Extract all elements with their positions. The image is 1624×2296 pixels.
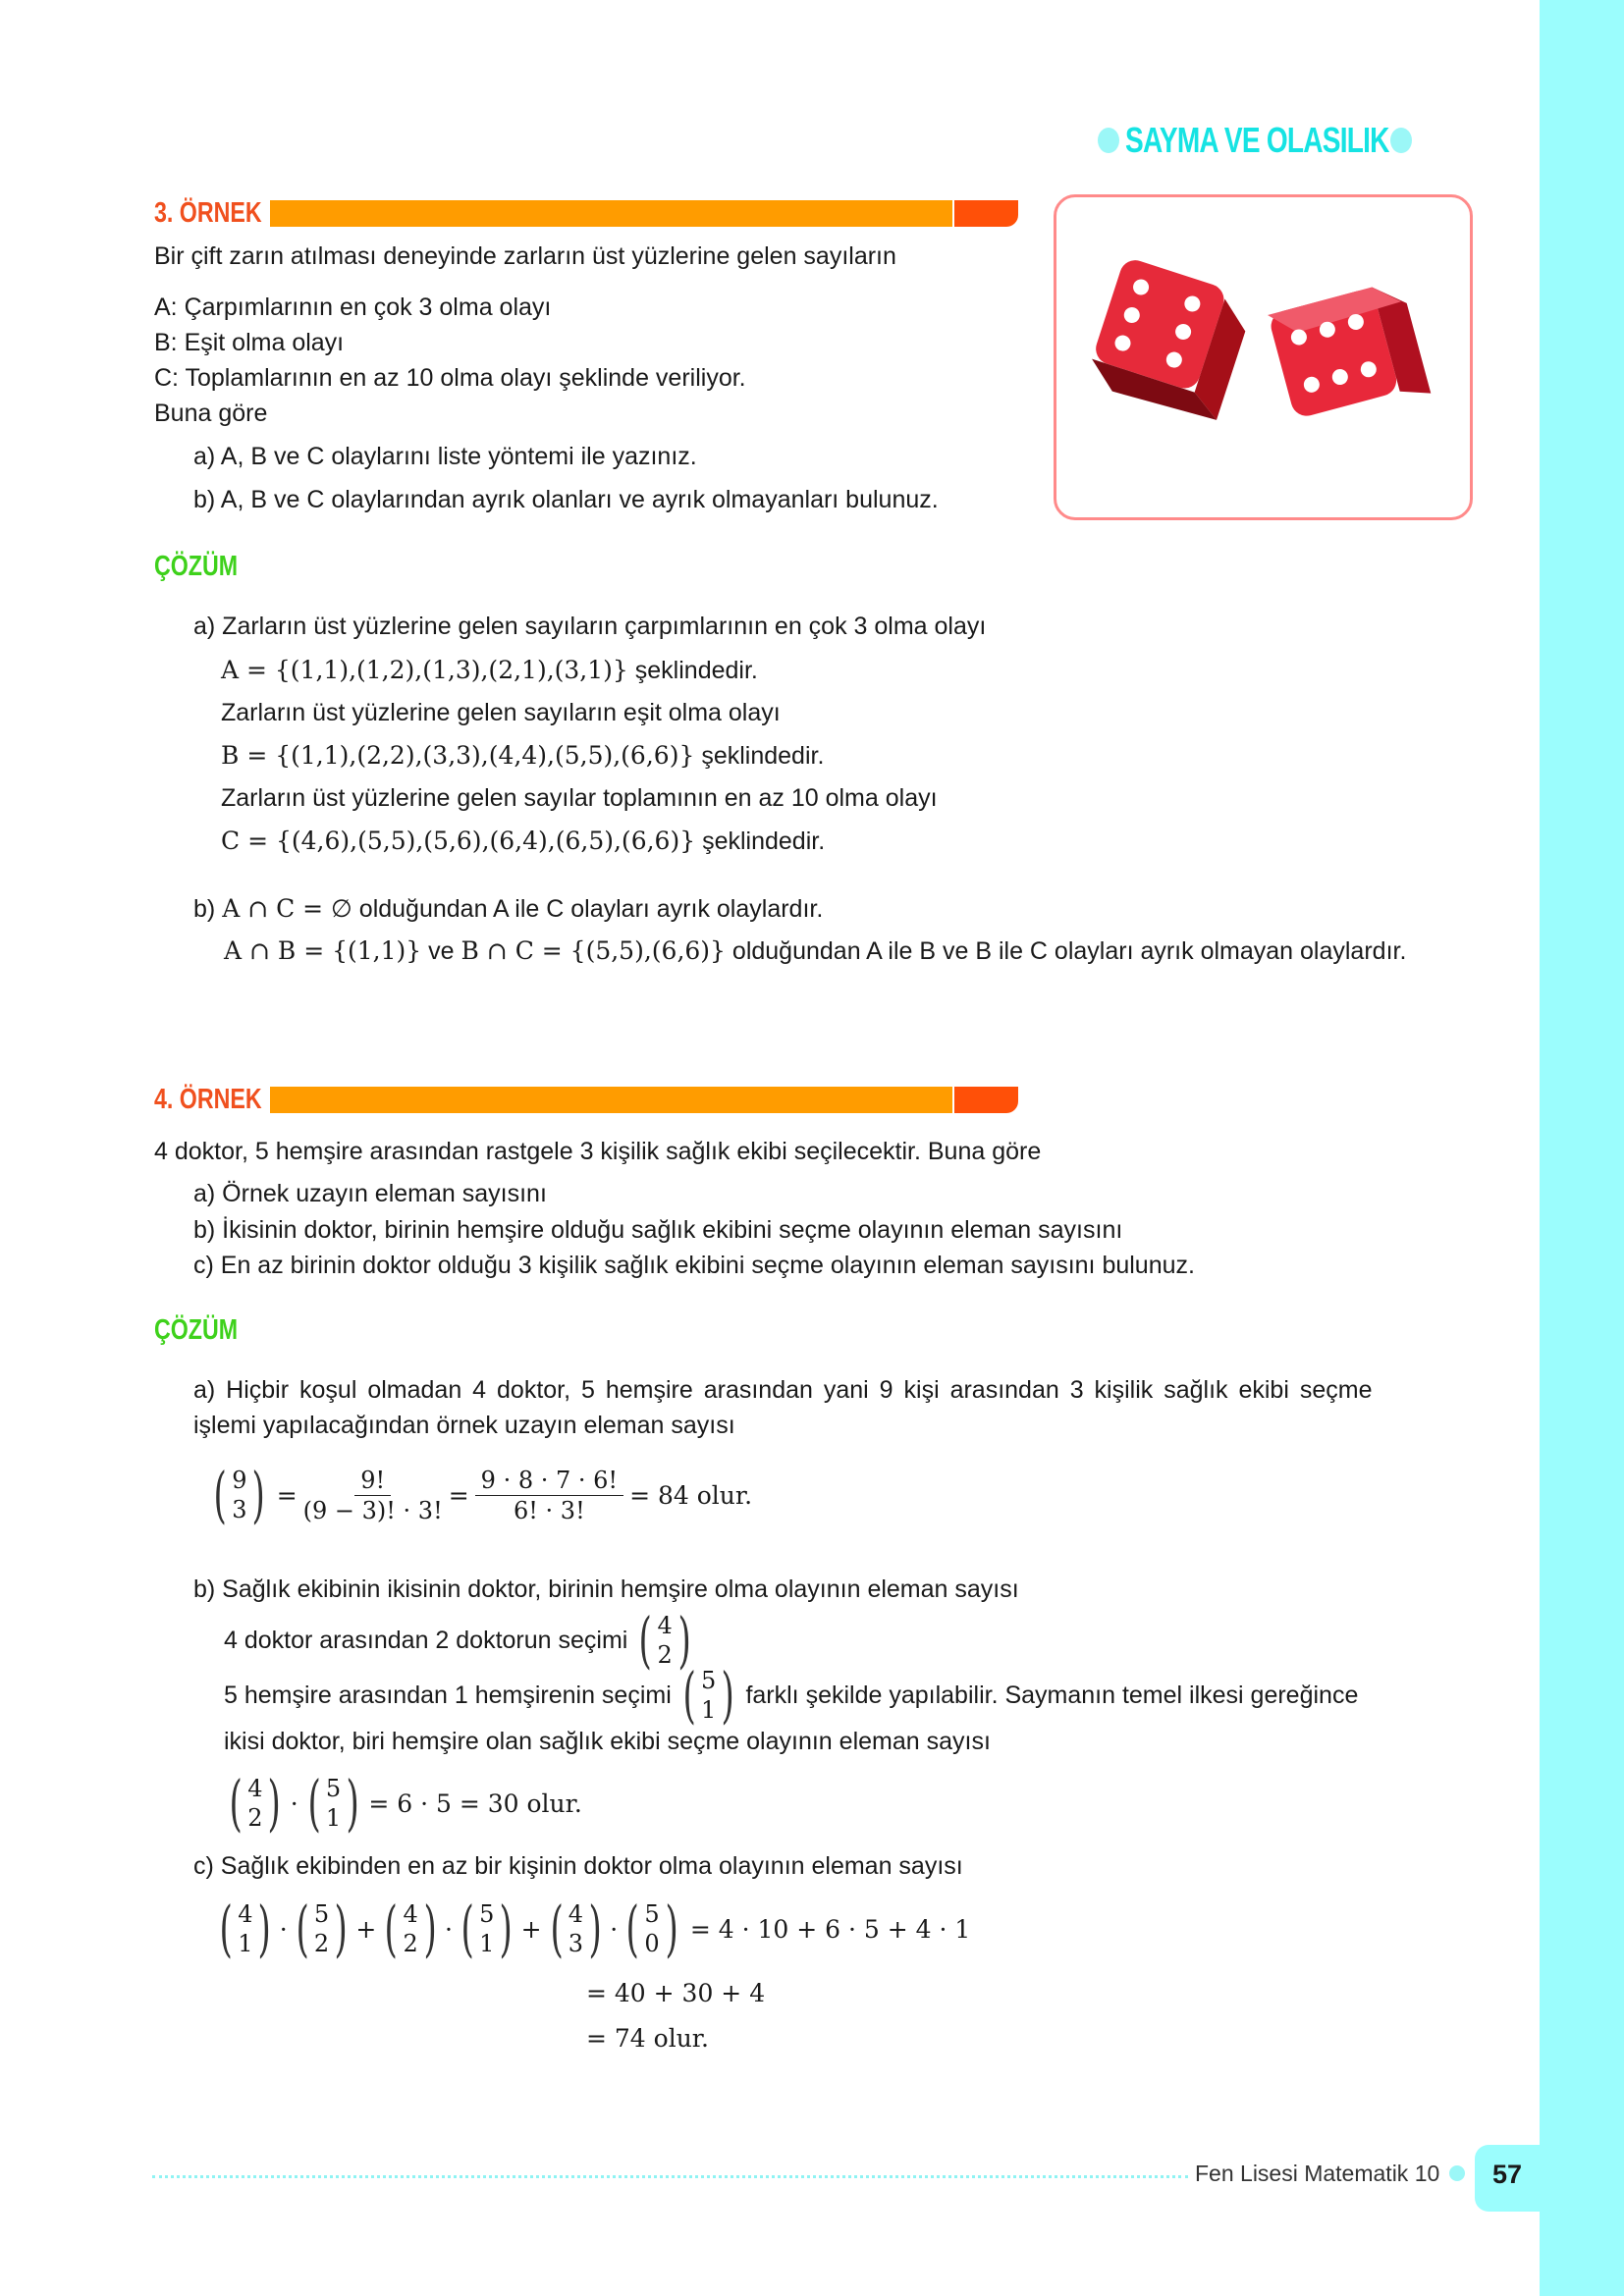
solution-b-intro: Zarların üst yüzlerine gelen sayıların eşit olma olayı <box>221 699 781 726</box>
event-b: B: Eşit olma olayı <box>154 329 345 356</box>
text: olduğundan A ile C olayları ayrık olaylardır. <box>352 895 824 923</box>
bullet-icon <box>1098 128 1119 153</box>
section-title: SAYMA VE OLASILIK <box>1125 120 1389 160</box>
item-prefix: b) <box>193 895 223 923</box>
set-c-math: C = {(4,6),(5,5),(5,6),(6,4),(6,5),(6,6)} <box>221 827 696 855</box>
solution-a-formula <box>208 1459 753 1530</box>
text: ve <box>421 937 461 965</box>
binomial: ( 4 1 ) <box>219 1893 272 1964</box>
footer-divider <box>152 2175 1188 2178</box>
solution-a-line1: a) Hiçbir koşul olmadan 4 doktor, 5 hemşire arasından yani 9 kişi arasından 3 kişilik sağlık ekibi seçme <box>193 1376 1373 1404</box>
result: = 4 · 10 + 6 · 5 + 4 · 1 <box>689 1914 971 1944</box>
binomial: ( 5 1 ) <box>460 1893 514 1964</box>
side-strip <box>1540 0 1624 2296</box>
example-4-header <box>154 1083 270 1115</box>
equals: = <box>448 1480 469 1510</box>
result: = 84 olur. <box>629 1480 753 1510</box>
fraction: $\frac{9!}{(9 - 3)! \cdot 3!}$ <box>302 1466 443 1524</box>
solution-b-intro: b) Sağlık ekibinin ikisinin doktor, birinin hemşire olma olayının eleman sayısı <box>193 1575 1019 1603</box>
set-c <box>221 827 825 856</box>
dice-icon <box>1056 197 1470 517</box>
question-a: a) Örnek uzayın eleman sayısını <box>193 1180 547 1207</box>
dot: · <box>610 1914 619 1944</box>
binomial: ( 5 1 ) <box>307 1767 359 1839</box>
solution-b-line: ikisi doktor, biri hemşire olan sağlık ekibi seçme olayının eleman sayısı <box>224 1728 991 1755</box>
solution-c-formula <box>214 1893 971 1964</box>
section-header <box>1098 120 1412 161</box>
set-b-math: B = {(1,1),(2,2),(3,3),(4,4),(5,5),(6,6)} <box>221 741 695 770</box>
header-bar-accent <box>954 1087 1018 1113</box>
question-b: b) A, B ve C olaylarından ayrık olanları ve ayrık olmayanları bulunuz. <box>193 486 939 513</box>
text: farklı şekilde yapılabilir. Saymanın temel ilkesi gereğince <box>745 1681 1359 1709</box>
dot: · <box>444 1914 453 1944</box>
text: 4 doktor arasından 2 doktorun seçimi <box>224 1626 628 1654</box>
bullet-icon <box>1449 2165 1465 2181</box>
header-bar <box>270 1087 952 1113</box>
set-b <box>221 741 824 771</box>
plus: + <box>520 1914 542 1944</box>
binomial: ( 4 2 ) <box>384 1893 437 1964</box>
example-intro: Bir çift zarın atılması deneyinde zarların üst yüzlerine gelen sayıların <box>154 242 896 270</box>
plus: + <box>355 1914 377 1944</box>
set-a-math: A = {(1,1),(1,2),(1,3),(2,1),(3,1)} <box>221 656 628 684</box>
binomial: ( 4 2 ) <box>229 1767 282 1839</box>
solution-b-formula: ( 4 2 ) · ( 5 1 ) = 6 · 5 = 30 olur. <box>224 1773 582 1834</box>
suffix: şeklindedir. <box>634 657 758 684</box>
example-label: 3. ÖRNEK <box>154 196 262 229</box>
header-bar-accent <box>954 200 1018 227</box>
text: 5 hemşire arasından 1 hemşirenin seçimi <box>224 1681 672 1709</box>
binomial: ( 5 1 ) <box>682 1659 735 1731</box>
page-number: 57 <box>1492 2160 1523 2189</box>
solution-b-line1 <box>193 894 823 924</box>
event-a: A: Çarpımlarının en çok 3 olma olayı <box>154 294 552 321</box>
example-3-header <box>154 196 270 229</box>
header-bar <box>270 200 952 227</box>
solution-c-step3: = 74 olur. <box>586 2024 709 2053</box>
binomial: ( 5 2 ) <box>296 1893 348 1964</box>
binomial: ( 9 3 ) <box>213 1459 266 1530</box>
equals: = <box>276 1480 298 1510</box>
example-label: 4. ÖRNEK <box>154 1083 262 1115</box>
intersection-ab: A ∩ B = {(1,1)} <box>224 936 422 965</box>
result: = 6 · 5 = 30 olur. <box>368 1789 582 1818</box>
intersection-ac: A ∩ C = ∅ <box>222 894 352 923</box>
intersection-bc: B ∩ C = {(5,5),(6,6)} <box>460 936 726 965</box>
text: olduğundan A ile B ve B ile C olayları ayrık olmayan olaylardır. <box>725 937 1407 965</box>
suffix: şeklindedir. <box>702 828 826 855</box>
lead-text: Buna göre <box>154 400 268 427</box>
question-a: a) A, B ve C olaylarını liste yöntemi ile yazınız. <box>193 443 697 470</box>
solution-c-intro: c) Sağlık ekibinden en az bir kişinin doktor olma olayının eleman sayısı <box>193 1852 963 1880</box>
solution-b-line2 <box>224 936 1406 966</box>
binomial: ( 4 3 ) <box>550 1893 602 1964</box>
binomial: ( 4 2 ) <box>638 1604 691 1676</box>
binomial: ( 5 0 ) <box>625 1893 678 1964</box>
event-c: C: Toplamlarının en az 10 olma olayı şeklinde veriliyor. <box>154 364 746 392</box>
dot: · <box>279 1914 288 1944</box>
suffix: şeklindedir. <box>701 742 825 770</box>
bullet-icon <box>1390 128 1412 153</box>
example-intro: 4 doktor, 5 hemşire arasından rastgele 3 kişilik sağlık ekibi seçilecektir. Buna göre <box>154 1138 1042 1165</box>
solution-a-intro: a) Zarların üst yüzlerine gelen sayıların çarpımlarının en çok 3 olma olayı <box>193 613 987 640</box>
question-b: b) İkisinin doktor, birinin hemşire olduğu sağlık ekibini seçme olayının eleman sayısını <box>193 1216 1123 1244</box>
nurse-selection <box>224 1659 1359 1731</box>
set-a <box>221 656 758 685</box>
solution-label: ÇÖZÜM <box>154 1314 239 1346</box>
solution-c-intro: Zarların üst yüzlerine gelen sayılar toplamının en az 10 olma olayı <box>221 784 938 812</box>
solution-label: ÇÖZÜM <box>154 551 239 582</box>
doctor-selection <box>224 1604 696 1676</box>
book-title: Fen Lisesi Matematik 10 <box>1195 2161 1440 2186</box>
fraction: $\frac{9 \cdot 8 \cdot 7 \cdot 6!}{6! \cdot 3!}$ <box>475 1466 623 1525</box>
question-c: c) En az birinin doktor olduğu 3 kişilik sağlık ekibini seçme olayının eleman sayısını bulunuz. <box>193 1252 1195 1279</box>
solution-a-line2: işlemi yapılacağından örnek uzayın eleman sayısı <box>193 1412 735 1439</box>
dice-image <box>1054 194 1473 520</box>
solution-c-step2: = 40 + 30 + 4 <box>586 1979 766 2007</box>
